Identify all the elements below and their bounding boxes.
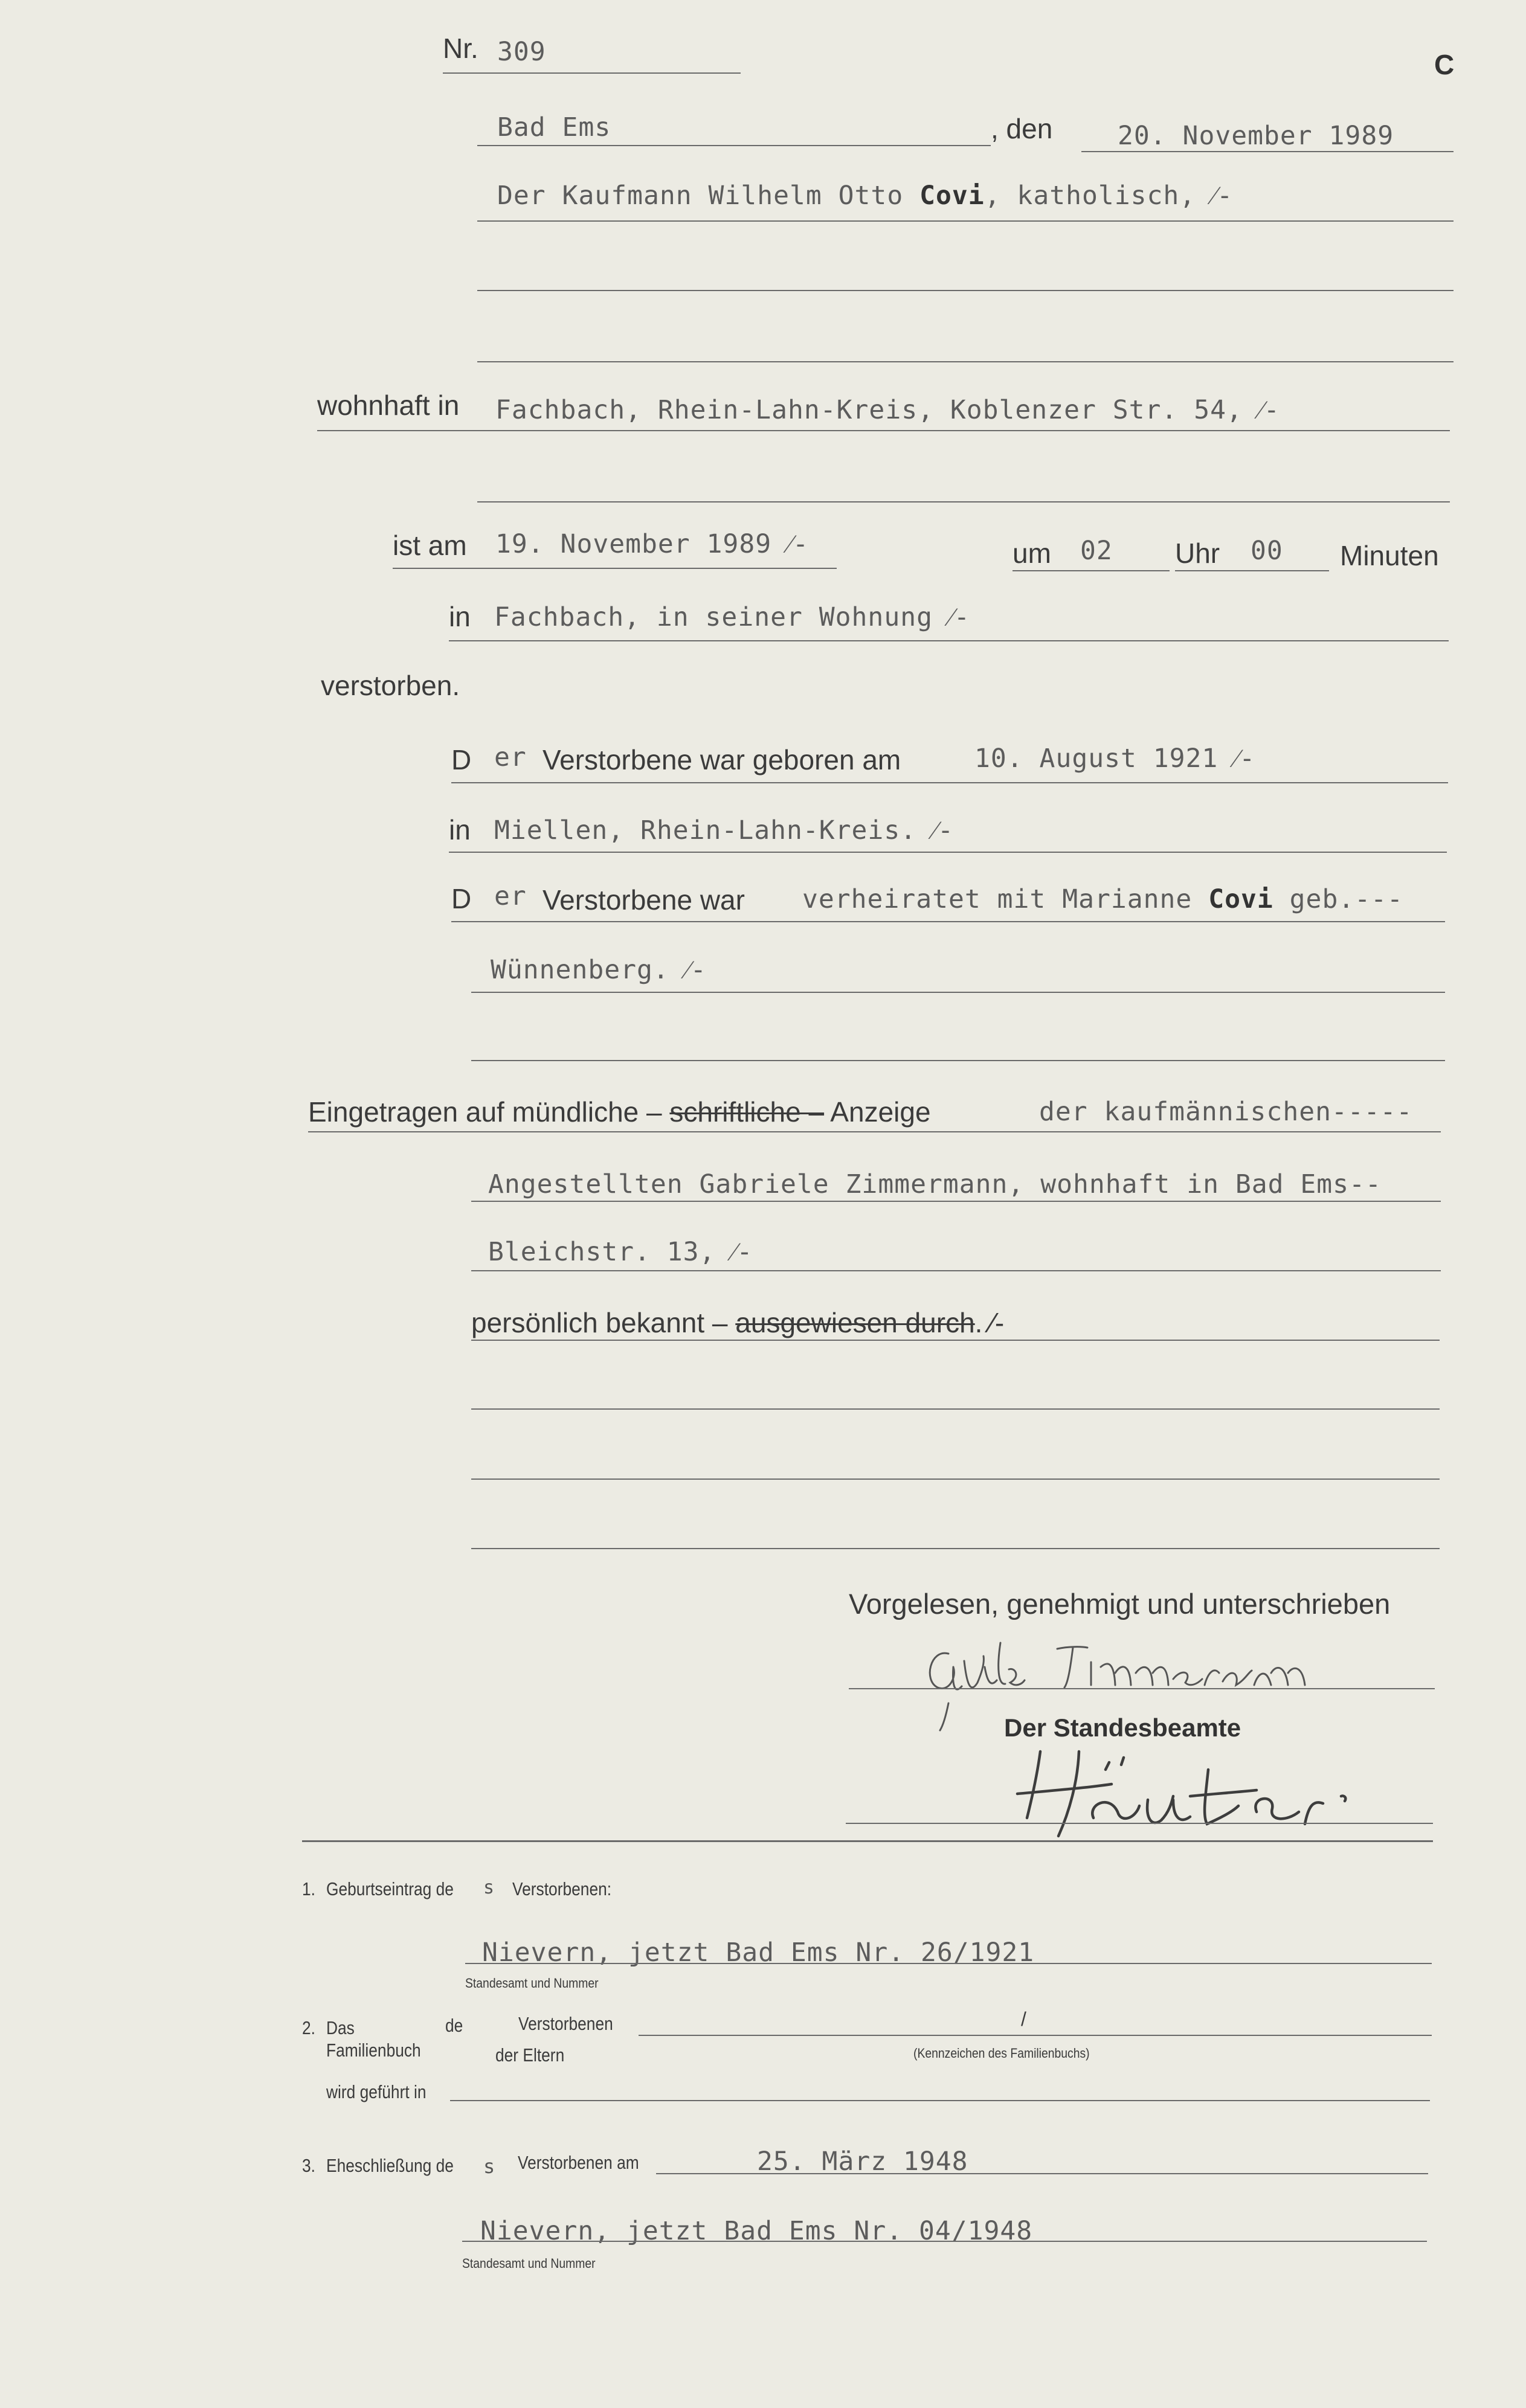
birth-place: Miellen, Rhein-Lahn-Kreis. ⁄- (494, 815, 955, 846)
corner-mark: C (1434, 49, 1455, 80)
rule (462, 2241, 1427, 2242)
registration-label-struck: schriftliche – (669, 1096, 825, 1128)
birth-er-typed: er (494, 742, 527, 772)
rule (471, 1060, 1445, 1061)
rule (471, 1201, 1441, 1202)
rule (849, 1688, 1435, 1689)
rule (1175, 570, 1329, 571)
ist-am-label: ist am (393, 530, 467, 561)
marital-label: Verstorbene war (542, 884, 745, 916)
rule (471, 1340, 1440, 1341)
f2-de: de (445, 2015, 463, 2036)
rule (1013, 570, 1170, 571)
registration-label-start: Eingetragen auf mündliche – (308, 1096, 670, 1128)
informant-line2: Angestellten Gabriele Zimmermann, wohnhaft in Bad Ems-- (488, 1169, 1382, 1199)
nr-value: 309 (497, 37, 546, 67)
birth-date: 10. August 1921 ⁄- (974, 743, 1256, 774)
rule (450, 2100, 1430, 2101)
marital-line2: Wünnenberg. ⁄- (491, 955, 707, 985)
f3-label2: Verstorbenen am (518, 2152, 639, 2173)
official-signature (1003, 1745, 1414, 1842)
f2-verstorbenen: Verstorbenen (518, 2013, 613, 2034)
identification-label (471, 1309, 1004, 1337)
verstorben-label: verstorben. (321, 670, 460, 701)
rule (302, 1840, 1433, 1842)
rule (656, 2173, 1428, 2174)
f1-number: 1. (302, 1878, 315, 1899)
marital-status (802, 884, 1403, 914)
rule (443, 72, 741, 74)
deceased-religion: , katholisch, ⁄- (984, 181, 1234, 211)
minuten-label: Minuten (1340, 540, 1439, 571)
rule (477, 290, 1454, 291)
death-place: Fachbach, in seiner Wohnung ⁄- (494, 602, 970, 632)
rule (477, 361, 1454, 362)
rule (451, 921, 1445, 922)
marital-d-label: D (451, 883, 472, 914)
f1-value: Nievern, jetzt Bad Ems Nr. 26/1921 (482, 1938, 1035, 1968)
f3-s: s (483, 2155, 495, 2178)
death-minute: 00 (1251, 536, 1283, 566)
place-value: Bad Ems (497, 112, 611, 143)
deceased-surname: Covi (919, 181, 985, 211)
rule (1081, 151, 1454, 152)
spouse-surname: Covi (1208, 884, 1273, 914)
den-label: , den (991, 113, 1053, 144)
nr-label: Nr. (443, 33, 478, 64)
marital-er-typed: er (494, 881, 527, 911)
rule (471, 1479, 1440, 1480)
f2-gefuehrt: wird geführt in (326, 2081, 427, 2102)
standesamt-label-2: Standesamt und Nummer (462, 2256, 596, 2271)
f1-s: s (483, 1877, 495, 1898)
f3-label: Eheschließung de (326, 2155, 454, 2176)
rule (449, 852, 1447, 853)
rule (471, 1408, 1440, 1410)
um-label: um (1013, 538, 1051, 569)
f2-familienbuch: Familienbuch (326, 2040, 421, 2061)
birth-in-label: in (449, 814, 471, 846)
marital-status-text: verheiratet mit Marianne (802, 884, 1209, 914)
known-start: persönlich bekannt – (471, 1307, 736, 1338)
f2-number: 2. (302, 2017, 315, 2038)
rule (465, 1963, 1432, 1964)
f1-label: Geburtseintrag de (326, 1878, 454, 1899)
rule (639, 2035, 1432, 2036)
rule (471, 992, 1445, 993)
f2-eltern: der Eltern (495, 2044, 565, 2066)
known-end: . ⁄- (974, 1307, 1005, 1338)
deceased-line (497, 183, 1233, 209)
rule (471, 1270, 1441, 1271)
rule (477, 501, 1450, 502)
death-hour: 02 (1080, 536, 1113, 566)
spouse-birth-name-prefix: geb.--- (1273, 884, 1403, 914)
deceased-given-names: Der Kaufmann Wilhelm Otto (497, 181, 920, 211)
registration-label (308, 1098, 931, 1126)
f2-slash: / (1021, 2008, 1026, 2030)
rule (846, 1823, 1433, 1824)
rule (477, 145, 991, 146)
residence-value: Fachbach, Rhein-Lahn-Kreis, Koblenzer Str. 54, ⁄- (495, 395, 1280, 425)
f2-das: Das (326, 2017, 355, 2038)
rule (451, 782, 1448, 783)
rule (471, 1548, 1440, 1549)
birth-label: Verstorbene war geboren am (542, 744, 901, 775)
date-value: 20. November 1989 (1118, 121, 1394, 151)
f3-number: 3. (302, 2155, 315, 2176)
rule (308, 1131, 1441, 1132)
residence-label: wohnhaft in (317, 390, 460, 421)
f2-kennzeichen: (Kennzeichen des Familienbuchs) (913, 2046, 1090, 2061)
uhr-label: Uhr (1175, 538, 1220, 569)
official-title: Der Standesbeamte (1004, 1713, 1241, 1742)
rule (449, 640, 1449, 641)
standesamt-label: Standesamt und Nummer (465, 1976, 599, 1991)
rule (317, 430, 1450, 431)
f3-value: Nievern, jetzt Bad Ems Nr. 04/1948 (480, 2216, 1033, 2246)
f3-date: 25. März 1948 (757, 2146, 968, 2177)
read-approved-label: Vorgelesen, genehmigt und unterschrieben (849, 1588, 1391, 1620)
death-date: 19. November 1989 ⁄- (495, 529, 810, 559)
birth-d-label: D (451, 744, 472, 775)
known-struck: ausgewiesen durch (735, 1307, 975, 1338)
f1-label2: Verstorbenen: (512, 1878, 612, 1899)
informant-line1: der kaufmännischen----- (1039, 1097, 1413, 1127)
registration-label-end: Anzeige (824, 1096, 931, 1128)
death-in-label: in (449, 601, 471, 632)
rule (393, 568, 837, 569)
informant-line3: Bleichstr. 13, ⁄- (488, 1237, 753, 1267)
rule (477, 220, 1454, 222)
